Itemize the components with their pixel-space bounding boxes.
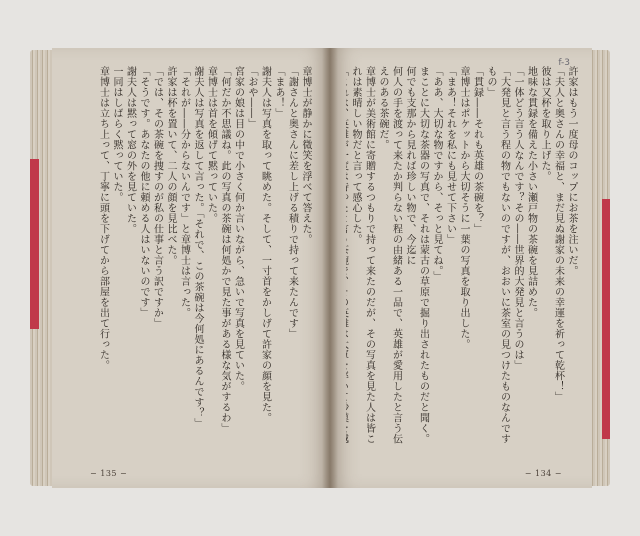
text-line: 「何だか不思議ね。此の写真の茶碗は何処かで見た事がある様な気がするわ」 <box>219 66 230 434</box>
red-bookmark-tab <box>30 159 39 329</box>
text-line: 章博士が美術館に寄贈するつもりで持って来たのだが、その写真を見た人は皆これは素晴しい物だと言って感心した。 <box>350 66 375 444</box>
text-line: 章博士は立ち上って、丁寧に頭を下げてから部屋を出て行った。 <box>97 66 109 371</box>
open-book <box>30 44 610 494</box>
pencil-mark: f-3 <box>558 58 570 68</box>
text-line: 何人の手を渡って来たか判らない程の由緒ある一品で、英雄が愛用したと言う伝えのある茶碗だ。 <box>377 66 402 444</box>
text-line: 謝夫人は写真を返して言った。「それで、この茶碗は今何処にあるんです？」 <box>192 66 203 429</box>
text-line: 「大発見と言う程の物でもないのですが、おおいに茶室の見つけたものなんですもの」 <box>485 66 510 444</box>
text-line: 謝夫人は黙って窓の外を見ていた。 <box>124 66 136 234</box>
text-line: まことに大切な茶器の写真で、それは蒙古の草原で掘り出されたものだと聞く。何でも支那から見れば珍しい物で、今迄に <box>404 66 429 444</box>
text-line: 彼は又杯を取り上げた。 <box>539 66 550 182</box>
text-line: 「貫録――それも英雄の茶碗を？」 <box>471 66 483 234</box>
right-page-text <box>346 66 578 446</box>
book-spine-gutter <box>322 48 338 488</box>
text-line: 「では、その茶碗を捜すのが私の仕事と言う訳ですか」 <box>151 66 163 329</box>
red-bookmark-tab <box>602 199 610 439</box>
page-number: − 135 − <box>90 469 128 478</box>
text-line: 一同はしばらく黙っていた。 <box>111 66 122 203</box>
text-line: 「おや――」 <box>246 66 257 129</box>
text-line: 「謝さんと奥さんに差し上げる積りで持って来たんです」 <box>286 66 298 339</box>
text-line: 章博士が静かに微笑を浮べて答えた。 <box>300 66 311 245</box>
page-number: − 134 − <box>524 469 562 478</box>
text-line: 「ああ、大切な物ですから、そっと見てね。」 <box>431 66 442 282</box>
text-line: 宮家の娘は目の中で小さく何か言いながら、急いで写真を見ていた。 <box>232 66 244 392</box>
left-page <box>52 48 330 488</box>
text-line: 章博士はポケットから大切そうに一葉の写真を取り出した。 <box>458 66 469 350</box>
text-line <box>346 66 349 446</box>
text-line: 「まあ！」 <box>273 66 284 119</box>
text-line: 章博士は首を傾げて黙っていた。 <box>205 66 217 224</box>
text-line: 許家はもう一度母のコップにお茶を注いだ。 <box>566 66 577 276</box>
right-page <box>330 48 592 488</box>
left-page-text <box>72 66 312 446</box>
text-line: 「まあ！それを私にも見せて下さい」 <box>444 66 456 245</box>
text-line: 「それが――分からないんです」と章博士は言った。 <box>178 66 190 318</box>
text-line: 「そうです。あなたの他に頼める人はいないのです」 <box>138 66 149 318</box>
text-line: 謝夫人は写真を取って眺めた。そして、一寸首をかしげて許家の顔を見た。 <box>259 66 271 423</box>
text-line: 地味な貫録を備えた小さい瀬戸物の茶碗を見詰めた。 <box>525 66 537 318</box>
text-line: 許家は杯を置いて、二人の顔を見比べた。 <box>165 66 176 266</box>
text-line: 「一体どう言う人なんです？その――世界的大発見と言うのは」 <box>512 66 523 371</box>
text-line: 「夫人と奥さんの幸福と、まだ見ぬ謝家の未来の幸運を祈って乾杯！」 <box>552 66 564 402</box>
